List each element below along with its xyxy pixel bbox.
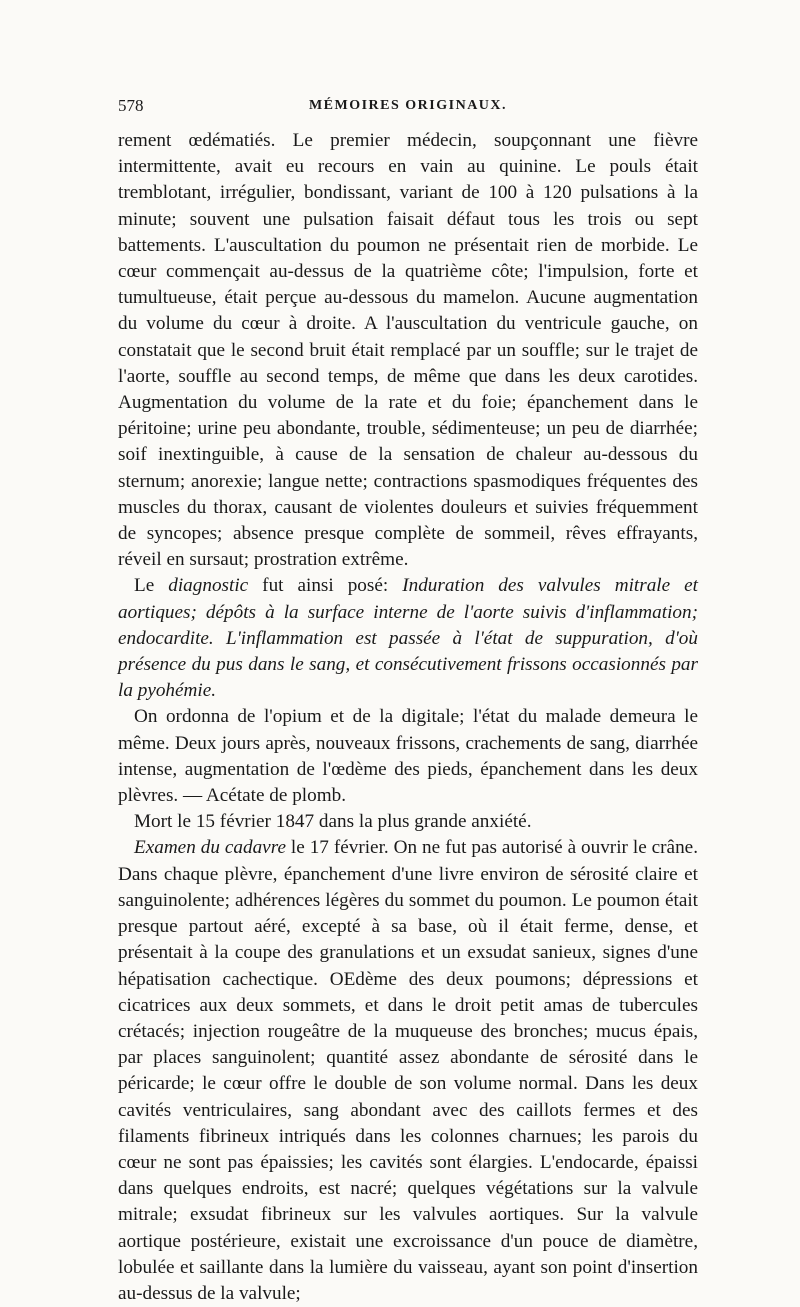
page-number: 578 xyxy=(118,96,144,115)
paragraph-1-text: rement œdématiés. Le premier médecin, soupçonnant une fièvre intermittente, avait eu recours en vain au quinine. Le pouls était tremblotant, irrégulier, bondissant, variant de 100 à 120 pulsations à la minute; souvent une pulsation faisait défaut tous les trois ou sept battements. L'auscultation du poumon ne présentait rien de morbide. Le cœur commençait au-dessus de la quatrième côte; l'impulsion, forte et tumultueuse, était perçue au-dessous du mamelon. Aucune augmentation du volume du cœur à droite. A l'auscultation du ventricule gauche, on constatait que le second bruit était remplacé par un souffle; sur le trajet de l'aorte, souffle au second temps, de même que dans les deux carotides. Augmentation du volume de la rate et du foie; épanchement dans le péritoine; urine peu abondante, trouble, sédimenteuse; un peu de diarrhée; soif inextinguible, à cause de la sensation de chaleur au-dessous du sternum; anorexie; langue nette; contractions spasmodiques fréquentes des muscles du thorax, causant de violentes douleurs et suivies fréquemment de syncopes; absence presque complète de sommeil, rêves effrayants, réveil en sursaut; prostration extrême. xyxy=(118,130,698,571)
page-header xyxy=(118,96,698,120)
body-text xyxy=(118,128,698,1307)
diagnostic-text: Induration des valvules mitrale et aortiques; dépôts à la surface interne de l'aorte suivis d'inflammation; endocardite. L'inflammation est passée à l'état de suppuration, d'où présence du pus dans le sang, et consécutivement frissons occasionnés par la pyohémie. xyxy=(118,575,698,702)
running-title: MÉMOIRES ORIGINAUX. xyxy=(308,98,508,113)
diagnostic-label: diagnostic xyxy=(168,575,249,597)
autopsy-heading: Examen du cadavre xyxy=(134,837,286,859)
paragraph-death xyxy=(118,809,698,835)
diagnostic-mid: fut ainsi posé: xyxy=(248,575,403,597)
paragraph-treatment xyxy=(118,704,698,809)
death-text: Mort le 15 février 1847 dans la plus grande anxiété. xyxy=(134,811,532,833)
paragraph-1 xyxy=(118,128,698,573)
autopsy-text: le 17 février. On ne fut pas autorisé à ouvrir le crâne. Dans chaque plèvre, épanchement d'une livre environ de sérosité claire et sanguinolente; adhérences légères du sommet du poumon. Le poumon était presque partout aéré, excepté à sa base, où il était ferme, dense, et présentait à la coupe des granulations et un exsudat sanieux, signes d'une hépatisation cachectique. OEdème des deux poumons; dépressions et cicatrices aux deux sommets, et dans le droit petit amas de tubercules crétacés; injection rougeâtre de la muqueuse des bronches; mucus épais, par places sanguinolent; quantité assez abondante de sérosité dans le péricarde; le cœur offre le double de son volume normal. Dans les deux cavités ventriculaires, sang abondant avec des caillots fermes et des filaments fibrineux intriqués dans les colonnes charnues; les parois du cœur ne sont pas épaissies; les cavités sont élargies. L'endocarde, épaissi dans quelques endroits, est nacré; quelques végétations sur la valvule mitrale; exsudat fibrineux sur les valvules aortiques. Sur la valvule aortique postérieure, existait une excroissance d'un pouce de diamètre, lobulée et saillante dans la lumière du vaisseau, ayant son point d'insertion au-dessus de la valvule; xyxy=(118,837,698,1304)
diagnostic-lead: Le xyxy=(134,575,169,597)
paragraph-autopsy xyxy=(118,835,698,1307)
paragraph-diagnostic xyxy=(118,573,698,704)
treatment-text: On ordonna de l'opium et de la digitale; l'état du malade demeura le même. Deux jours après, nouveaux frissons, crachements de sang, diarrhée intense, augmentation de l'œdème des pieds, épanchement dans les deux plèvres. — Acétate de plomb. xyxy=(118,706,698,807)
